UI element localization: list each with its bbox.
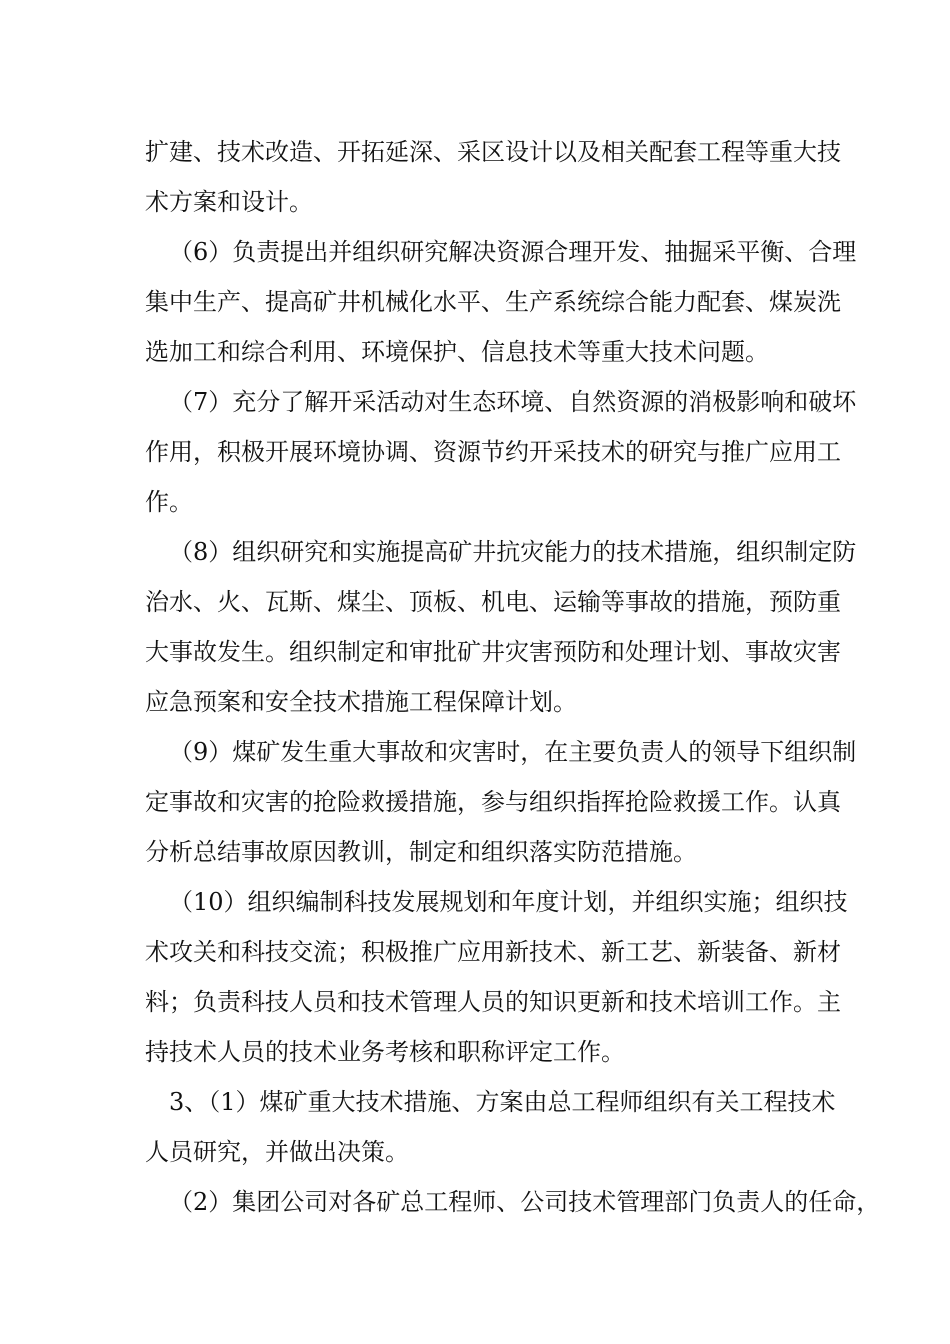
- paragraph-line: （8）组织研究和实施提高矿井抗灾能力的技术措施，组织制定防: [169, 538, 857, 566]
- paragraph-line: 3、（1）煤矿重大技术措施、方案由总工程师组织有关工程技术: [169, 1088, 836, 1116]
- paragraph-line: （2）集团公司对各矿总工程师、公司技术管理部门负责人的任命，: [169, 1188, 881, 1216]
- paragraph-line: （6）负责提出并组织研究解决资源合理开发、抽掘采平衡、合理: [169, 238, 857, 266]
- paragraph-line: 持技术人员的技术业务考核和职称评定工作。: [145, 1038, 625, 1066]
- paragraph-line: 术方案和设计。: [145, 188, 313, 216]
- paragraph-line: 定事故和灾害的抢险救援措施，参与组织指挥抢险救援工作。认真: [145, 788, 841, 816]
- paragraph-line: （9）煤矿发生重大事故和灾害时，在主要负责人的领导下组织制: [169, 738, 857, 766]
- paragraph-line: 料；负责科技人员和技术管理人员的知识更新和技术培训工作。主: [145, 988, 841, 1016]
- paragraph-line: 分析总结事故原因教训，制定和组织落实防范措施。: [145, 838, 697, 866]
- paragraph-line: 术攻关和科技交流；积极推广应用新技术、新工艺、新装备、新材: [145, 938, 841, 966]
- paragraph-line: 应急预案和安全技术措施工程保障计划。: [145, 688, 577, 716]
- paragraph-line: 治水、火、瓦斯、煤尘、顶板、机电、运输等事故的措施，预防重: [145, 588, 841, 616]
- paragraph-line: 作。: [145, 488, 193, 516]
- paragraph-line: 作用，积极开展环境协调、资源节约开采技术的研究与推广应用工: [145, 438, 841, 466]
- paragraph-line: （7）充分了解开采活动对生态环境、自然资源的消极影响和破坏: [169, 388, 857, 416]
- paragraph-line: （10）组织编制科技发展规划和年度计划，并组织实施；组织技: [169, 888, 848, 916]
- paragraph-line: 大事故发生。组织制定和审批矿井灾害预防和处理计划、事故灾害: [145, 638, 841, 666]
- paragraph-line: 人员研究，并做出决策。: [145, 1138, 409, 1166]
- paragraph-line: 集中生产、提高矿井机械化水平、生产系统综合能力配套、煤炭洗: [145, 288, 841, 316]
- paragraph-line: 选加工和综合利用、环境保护、信息技术等重大技术问题。: [145, 338, 769, 366]
- paragraph-line: 扩建、技术改造、开拓延深、采区设计以及相关配套工程等重大技: [145, 138, 841, 166]
- document-body: [145, 127, 881, 1227]
